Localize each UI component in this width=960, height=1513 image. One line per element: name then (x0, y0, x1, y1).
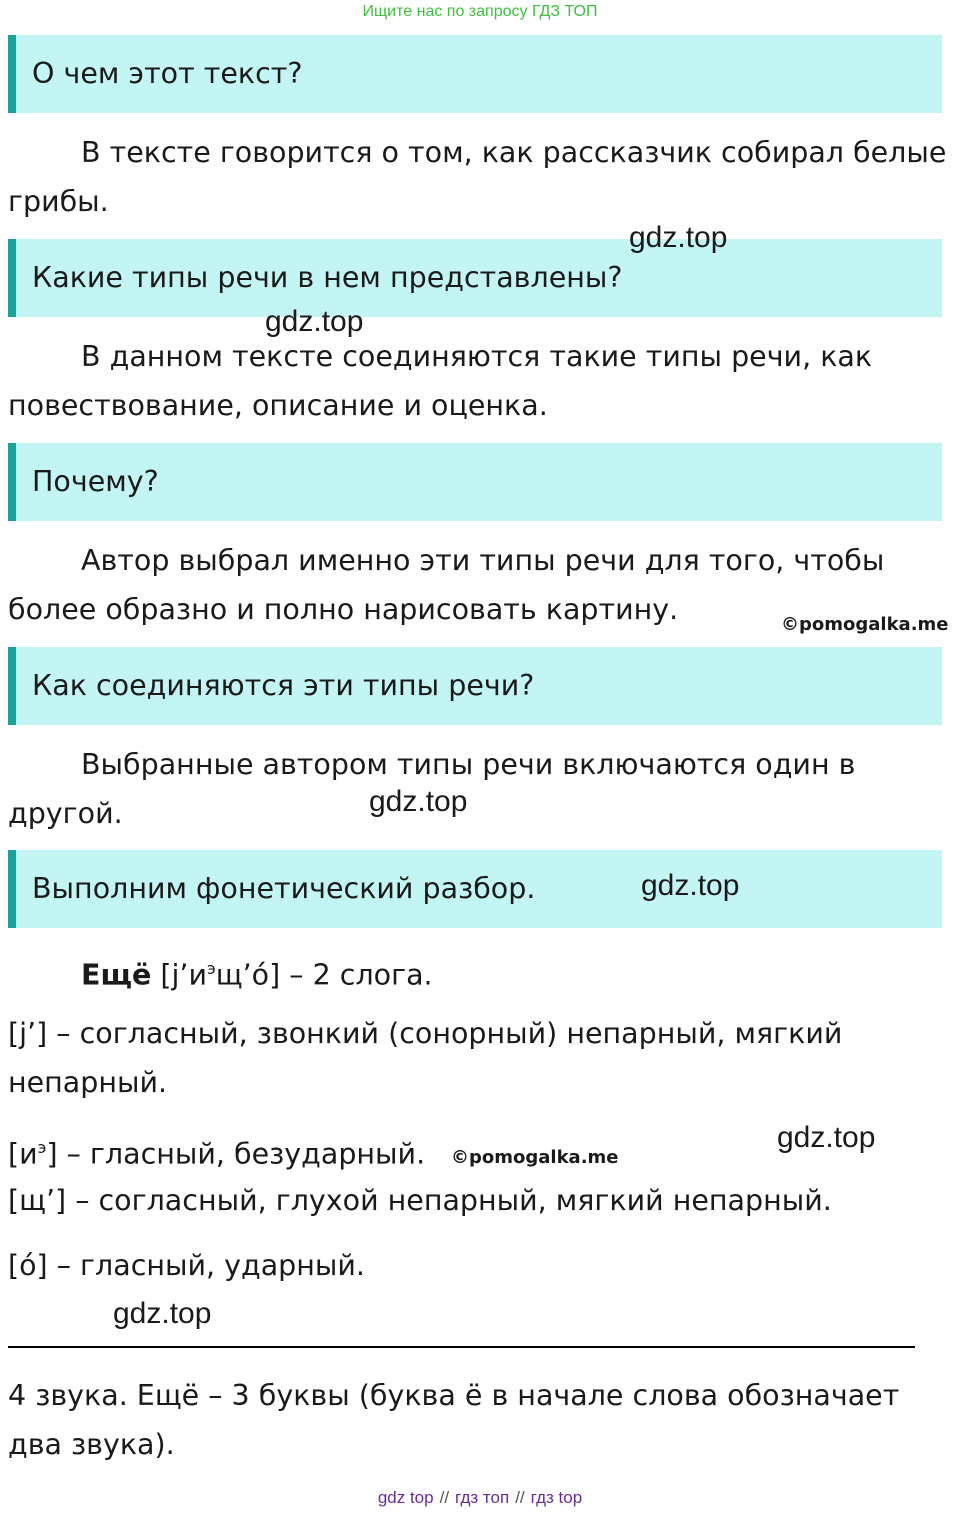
gdz-watermark: gdz.top (629, 221, 728, 254)
footer-link[interactable]: гдз топ (455, 1488, 510, 1507)
sound-description: [щ’] – согласный, глухой непарный, мягкий непарный. (8, 1184, 832, 1217)
transcription-end: щ’ó] – 2 слога. (215, 958, 433, 992)
answer-paragraph: Автор выбрал именно эти типы речи для того, чтобы более образно и полно нарисовать картину. (8, 544, 885, 626)
gdz-watermark: gdz.top (369, 785, 468, 818)
pomogalka-watermark: ©pomogalka.me (451, 1147, 619, 1168)
question-heading: Выполним фонетический разбор. (8, 850, 942, 928)
transcription-start: [j’и (151, 958, 207, 992)
phonetic-word: Ещё (81, 958, 152, 992)
gdz-watermark: gdz.top (641, 869, 740, 902)
footer-separator: // (515, 1488, 525, 1507)
sound-start: [и (8, 1137, 38, 1171)
sound-sup: э (37, 1138, 47, 1157)
footer-separator: // (439, 1488, 450, 1507)
sound-description (8, 1123, 425, 1179)
pomogalka-watermark: ©pomogalka.me (781, 614, 949, 635)
sound-description: [j’] – согласный, звонкий (сонорный) непарный, мягкий непарный. (8, 1017, 843, 1099)
summary-paragraph: 4 звука. Ещё – 3 буквы (буква ё в начале слова обозначает два звука). (8, 1379, 900, 1461)
answer-paragraph: В данном тексте соединяются такие типы речи, как повествование, описание и оценка. (8, 340, 873, 422)
sound-end: ] – гласный, безударный. (46, 1137, 426, 1171)
gdz-watermark: gdz.top (265, 305, 364, 338)
question-heading: О чем этот текст? (8, 35, 942, 113)
transcription-sup: э (207, 959, 216, 978)
phonetic-word-line (81, 944, 433, 1000)
question-heading: Какие типы речи в нем представлены? (8, 239, 942, 317)
question-heading: Как соединяются эти типы речи? (8, 647, 942, 725)
footer-link[interactable]: гдз top (530, 1488, 583, 1507)
footer-link[interactable]: gdz top (377, 1488, 434, 1507)
gdz-watermark: gdz.top (777, 1121, 876, 1154)
top-banner: Ищите нас по запросу ГДЗ ТОП (362, 3, 598, 20)
question-heading: Почему? (8, 443, 942, 521)
answer-paragraph: Выбранные автором типы речи включаются один в другой. (8, 748, 856, 830)
gdz-watermark: gdz.top (113, 1297, 212, 1330)
footer-links (0, 1486, 960, 1510)
divider (8, 1346, 915, 1348)
answer-paragraph: В тексте говорится о том, как рассказчик собирал белые грибы. (8, 136, 947, 218)
sound-description: [ó] – гласный, ударный. (8, 1249, 365, 1282)
